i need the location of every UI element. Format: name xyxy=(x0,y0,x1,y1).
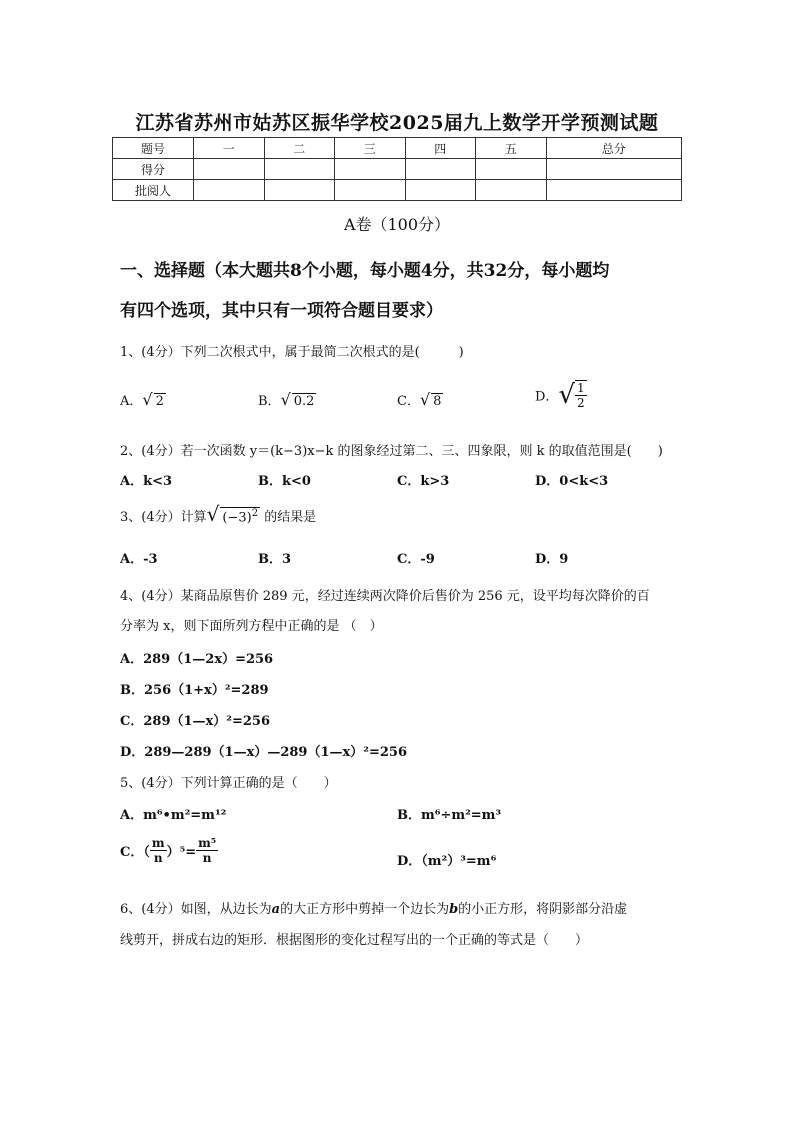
question-3-stem xyxy=(120,502,316,526)
q1-option-d xyxy=(535,380,587,410)
option-label: C．（ xyxy=(120,845,150,860)
table-cell xyxy=(194,180,265,201)
numerator: m⁵ xyxy=(198,836,217,850)
q2-option-d: D．0<k<3 xyxy=(535,474,609,489)
q1-option-a xyxy=(120,390,166,409)
fraction xyxy=(150,836,167,865)
option-text: ）⁵= xyxy=(166,845,197,860)
table-cell xyxy=(476,159,547,180)
table-cell xyxy=(405,180,476,201)
variable: a xyxy=(271,902,281,917)
table-row xyxy=(113,180,682,201)
fraction xyxy=(575,380,587,410)
question-2-stem: 2、(4分）若一次函数 y＝(k−3)x−k 的图象经过第二、三、四象限，则 k 的取值范围是( ) xyxy=(120,444,663,459)
q2-option-b: B．k<0 xyxy=(258,474,311,489)
denominator: 2 xyxy=(577,396,585,410)
question-6-line2: 线剪开，拼成右边的矩形．根据图形的变化过程写出的一个正确的等式是（ ） xyxy=(120,933,589,948)
table-cell: 总分 xyxy=(546,138,682,159)
stem-text: 6、(4分）如图，从边长为 xyxy=(120,902,272,917)
q3-option-c: C．-9 xyxy=(397,552,435,567)
table-row xyxy=(113,138,682,159)
table-cell: 题号 xyxy=(113,138,194,159)
q5-option-d: D．（m²）³=m⁶ xyxy=(397,854,497,869)
question-1-stem: 1、(4分）下列二次根式中，属于最简二次根式的是( ) xyxy=(120,345,464,360)
table-cell: 二 xyxy=(264,138,335,159)
denominator: n xyxy=(202,851,212,865)
stem-text: 3、(4分）计算 xyxy=(120,510,207,525)
table-cell: 五 xyxy=(476,138,547,159)
q4-option-d: D．289—289（1—x）—289（1—x）²=256 xyxy=(120,745,407,760)
table-cell: 批阅人 xyxy=(113,180,194,201)
sqrt-icon: √ xyxy=(280,390,291,409)
table-cell xyxy=(546,180,682,201)
q5-option-a: A．m⁶•m²=m¹² xyxy=(120,808,227,823)
sqrt-icon: √ xyxy=(419,390,431,409)
table-cell xyxy=(546,159,682,180)
numerator: m xyxy=(151,836,165,850)
fraction xyxy=(196,836,218,865)
table-row xyxy=(113,159,682,180)
sqrt-icon: √ xyxy=(558,380,576,410)
table-cell: 得分 xyxy=(113,159,194,180)
radicand: 2 xyxy=(155,394,164,409)
score-table xyxy=(112,137,682,201)
q1-option-b xyxy=(258,390,316,409)
q5-option-c xyxy=(120,836,218,865)
stem-text: 的结果是 xyxy=(264,510,317,525)
sqrt-icon: √ xyxy=(206,502,220,526)
radicand-text: (−3) xyxy=(222,510,252,525)
q2-option-a: A．k<3 xyxy=(120,474,173,489)
q5-option-b: B．m⁶÷m²=m³ xyxy=(397,808,502,823)
option-label: C． xyxy=(397,394,420,409)
question-6-line1 xyxy=(120,898,627,917)
part-label: A卷（100分） xyxy=(343,215,451,234)
question-5-stem: 5、(4分）下列计算正确的是（ ） xyxy=(120,776,337,791)
page-title: 江苏省苏州市姑苏区振华学校2025届九上数学开学预测试题 xyxy=(135,112,659,134)
radicand: 8 xyxy=(433,394,442,409)
section-heading-line2: 有四个选项，其中只有一项符合题目要求） xyxy=(120,301,443,321)
radicand xyxy=(220,507,260,525)
q1-option-c xyxy=(397,390,443,409)
question-4-line2: 分率为 x，则下面所列方程中正确的是 （ ） xyxy=(120,619,383,634)
table-cell xyxy=(476,180,547,201)
q3-option-d: D．9 xyxy=(535,552,569,567)
section-heading-line1: 一、选择题（本大题共8个小题，每小题4分，共32分，每小题均 xyxy=(120,261,610,281)
table-cell xyxy=(335,180,406,201)
option-label: D． xyxy=(535,389,559,405)
option-label: A． xyxy=(120,394,143,409)
table-cell xyxy=(264,159,335,180)
table-cell xyxy=(405,159,476,180)
denominator: n xyxy=(153,851,163,865)
exponent: 2 xyxy=(251,507,259,519)
stem-text: 的小正方形，将阴影部分沿虚 xyxy=(458,902,628,917)
radicand: 0.2 xyxy=(293,394,315,409)
table-cell xyxy=(264,180,335,201)
q3-option-b: B．3 xyxy=(258,552,292,567)
stem-text: 的大正方形中剪掉一个边长为 xyxy=(280,902,450,917)
numerator: 1 xyxy=(577,381,585,395)
option-label: B． xyxy=(258,394,281,409)
table-cell: 四 xyxy=(405,138,476,159)
table-cell xyxy=(194,159,265,180)
table-cell: 一 xyxy=(194,138,265,159)
q3-option-a: A．-3 xyxy=(120,552,158,567)
q2-option-c: C．k>3 xyxy=(397,474,450,489)
table-cell: 三 xyxy=(335,138,406,159)
q4-option-a: A．289（1—2x）=256 xyxy=(120,652,274,667)
question-4-line1: 4、(4分）某商品原售价 289 元，经过连续两次降价后售价为 256 元，设平均每次降价的百 xyxy=(120,589,650,604)
q4-option-c: C．289（1—x）²=256 xyxy=(120,714,271,729)
q4-option-b: B．256（1+x）²=289 xyxy=(120,683,269,698)
variable: b xyxy=(449,902,459,917)
sqrt-icon: √ xyxy=(142,390,153,409)
table-cell xyxy=(335,159,406,180)
